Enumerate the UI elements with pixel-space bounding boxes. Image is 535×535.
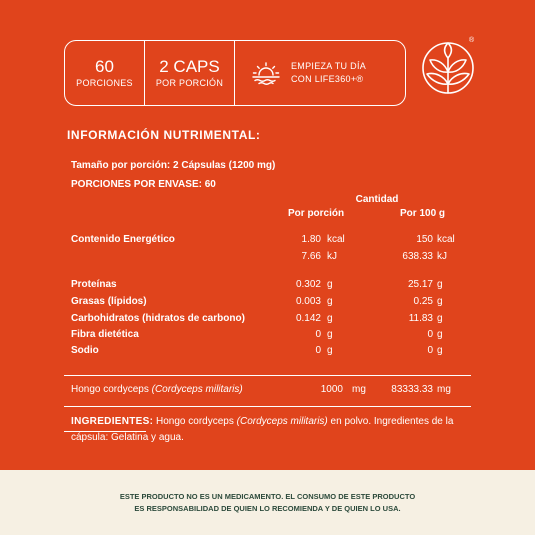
ingredients	[71, 414, 471, 446]
quantity-header: Cantidad	[355, 194, 399, 205]
mushroom-value-portion: 1000	[320, 384, 343, 395]
nutrient-unit-100g: g	[437, 329, 443, 340]
ingredients-underline	[64, 431, 146, 432]
disclaimer-footer	[0, 470, 535, 535]
divider-top	[64, 375, 471, 376]
ingredients-latin: (Cordyceps militaris)	[236, 416, 328, 427]
nutrient-unit-portion: g	[327, 296, 333, 307]
caps-number: 2 CAPS	[159, 57, 220, 76]
registered-mark: ®	[469, 37, 475, 44]
nutrient-unit-100g: g	[437, 345, 443, 356]
nutrient-unit-portion: g	[327, 313, 333, 324]
mushroom-unit-portion: mg	[352, 384, 366, 395]
mushroom-unit-100g: mg	[437, 384, 451, 395]
nutrient-label: Fibra dietética	[71, 329, 139, 340]
nutrient-unit-portion: g	[327, 345, 333, 356]
nutrient-row	[71, 296, 471, 310]
energy-row-kcal	[71, 234, 471, 248]
caps-label: POR PORCIÓN	[155, 78, 224, 88]
nutrient-value-portion: 0	[315, 345, 321, 356]
nutrient-value-portion: 0.142	[295, 313, 321, 324]
nutrient-value-portion: 0	[315, 329, 321, 340]
slogan-cell	[235, 41, 405, 105]
nutrient-value-100g: 0	[427, 345, 433, 356]
column-header-portion: Por porción	[288, 208, 345, 219]
section-title: INFORMACIÓN NUTRIMENTAL:	[67, 128, 261, 142]
energy-kcal-100g: 150	[416, 234, 433, 245]
mushroom-value-100g: 83333.33	[391, 384, 433, 395]
sunrise-icon	[251, 61, 281, 85]
nutrient-unit-100g: g	[437, 313, 443, 324]
portions-number: 60	[95, 57, 114, 76]
energy-kj-100g: 638.33	[402, 251, 433, 262]
nutrient-row	[71, 345, 471, 359]
mushroom-latin: (Cordyceps militaris)	[151, 384, 243, 395]
ingredients-key: INGREDIENTES:	[71, 416, 154, 427]
nutrient-label: Proteínas	[71, 279, 117, 290]
nutrient-row	[71, 329, 471, 343]
mushroom-row	[71, 384, 471, 395]
nutrient-value-portion: 0.302	[295, 279, 321, 290]
serving-size: Tamaño por porción: 2 Cápsulas (1200 mg)	[71, 160, 276, 171]
ingredients-text-b: en polvo. Ingredientes de la cápsula: Gelatina y agua.	[71, 416, 454, 443]
divider-bottom	[64, 406, 471, 407]
slogan-line-2: CON LIFE360+®	[291, 74, 364, 84]
energy-kj-portion: 7.66	[301, 251, 321, 262]
nutrient-row	[71, 313, 471, 327]
energy-kj-unit-portion: kJ	[327, 251, 337, 262]
energy-kcal-portion: 1.80	[301, 234, 321, 245]
nutrient-unit-portion: g	[327, 279, 333, 290]
ingredients-text-a: Hongo cordyceps	[153, 416, 237, 427]
plant-logo-icon	[418, 38, 478, 98]
nutrient-unit-portion: g	[327, 329, 333, 340]
nutrient-value-100g: 11.83	[408, 313, 433, 324]
nutrient-value-100g: 0.25	[413, 296, 433, 307]
disclaimer-line-2: ES RESPONSABILIDAD DE QUIEN LO RECOMIENDA Y DE QUIEN LO USA.	[134, 503, 401, 513]
servings-per-container: PORCIONES POR ENVASE: 60	[71, 179, 216, 190]
energy-kcal-unit-portion: kcal	[327, 234, 345, 245]
caps-cell	[145, 41, 235, 105]
energy-row-kj	[71, 251, 471, 265]
energy-kj-unit-100g: kJ	[437, 251, 447, 262]
nutrient-unit-100g: g	[437, 296, 443, 307]
nutrient-value-100g: 0	[427, 329, 433, 340]
slogan-line-1: EMPIEZA TU DÍA	[291, 61, 367, 71]
nutrient-value-100g: 25.17	[407, 279, 433, 290]
energy-label: Contenido Energético	[71, 234, 175, 245]
nutrient-row	[71, 279, 471, 293]
mushroom-name: Hongo cordyceps	[71, 384, 149, 395]
energy-kcal-unit-100g: kcal	[437, 234, 455, 245]
header-box	[64, 40, 406, 106]
portions-label: PORCIONES	[76, 78, 133, 88]
nutrient-label: Sodio	[71, 345, 99, 356]
disclaimer-line-1: ESTE PRODUCTO NO ES UN MEDICAMENTO. EL CONSUMO DE ESTE PRODUCTO	[119, 491, 416, 501]
slogan	[291, 60, 366, 86]
nutrient-unit-100g: g	[437, 279, 443, 290]
nutrient-value-portion: 0.003	[295, 296, 321, 307]
nutrient-label: Carbohidratos (hidratos de carbono)	[71, 313, 245, 324]
portions-cell	[65, 41, 145, 105]
mushroom-label	[71, 384, 243, 395]
column-header-100g: Por 100 g	[400, 208, 446, 219]
nutrient-label: Grasas (lípidos)	[71, 296, 147, 307]
